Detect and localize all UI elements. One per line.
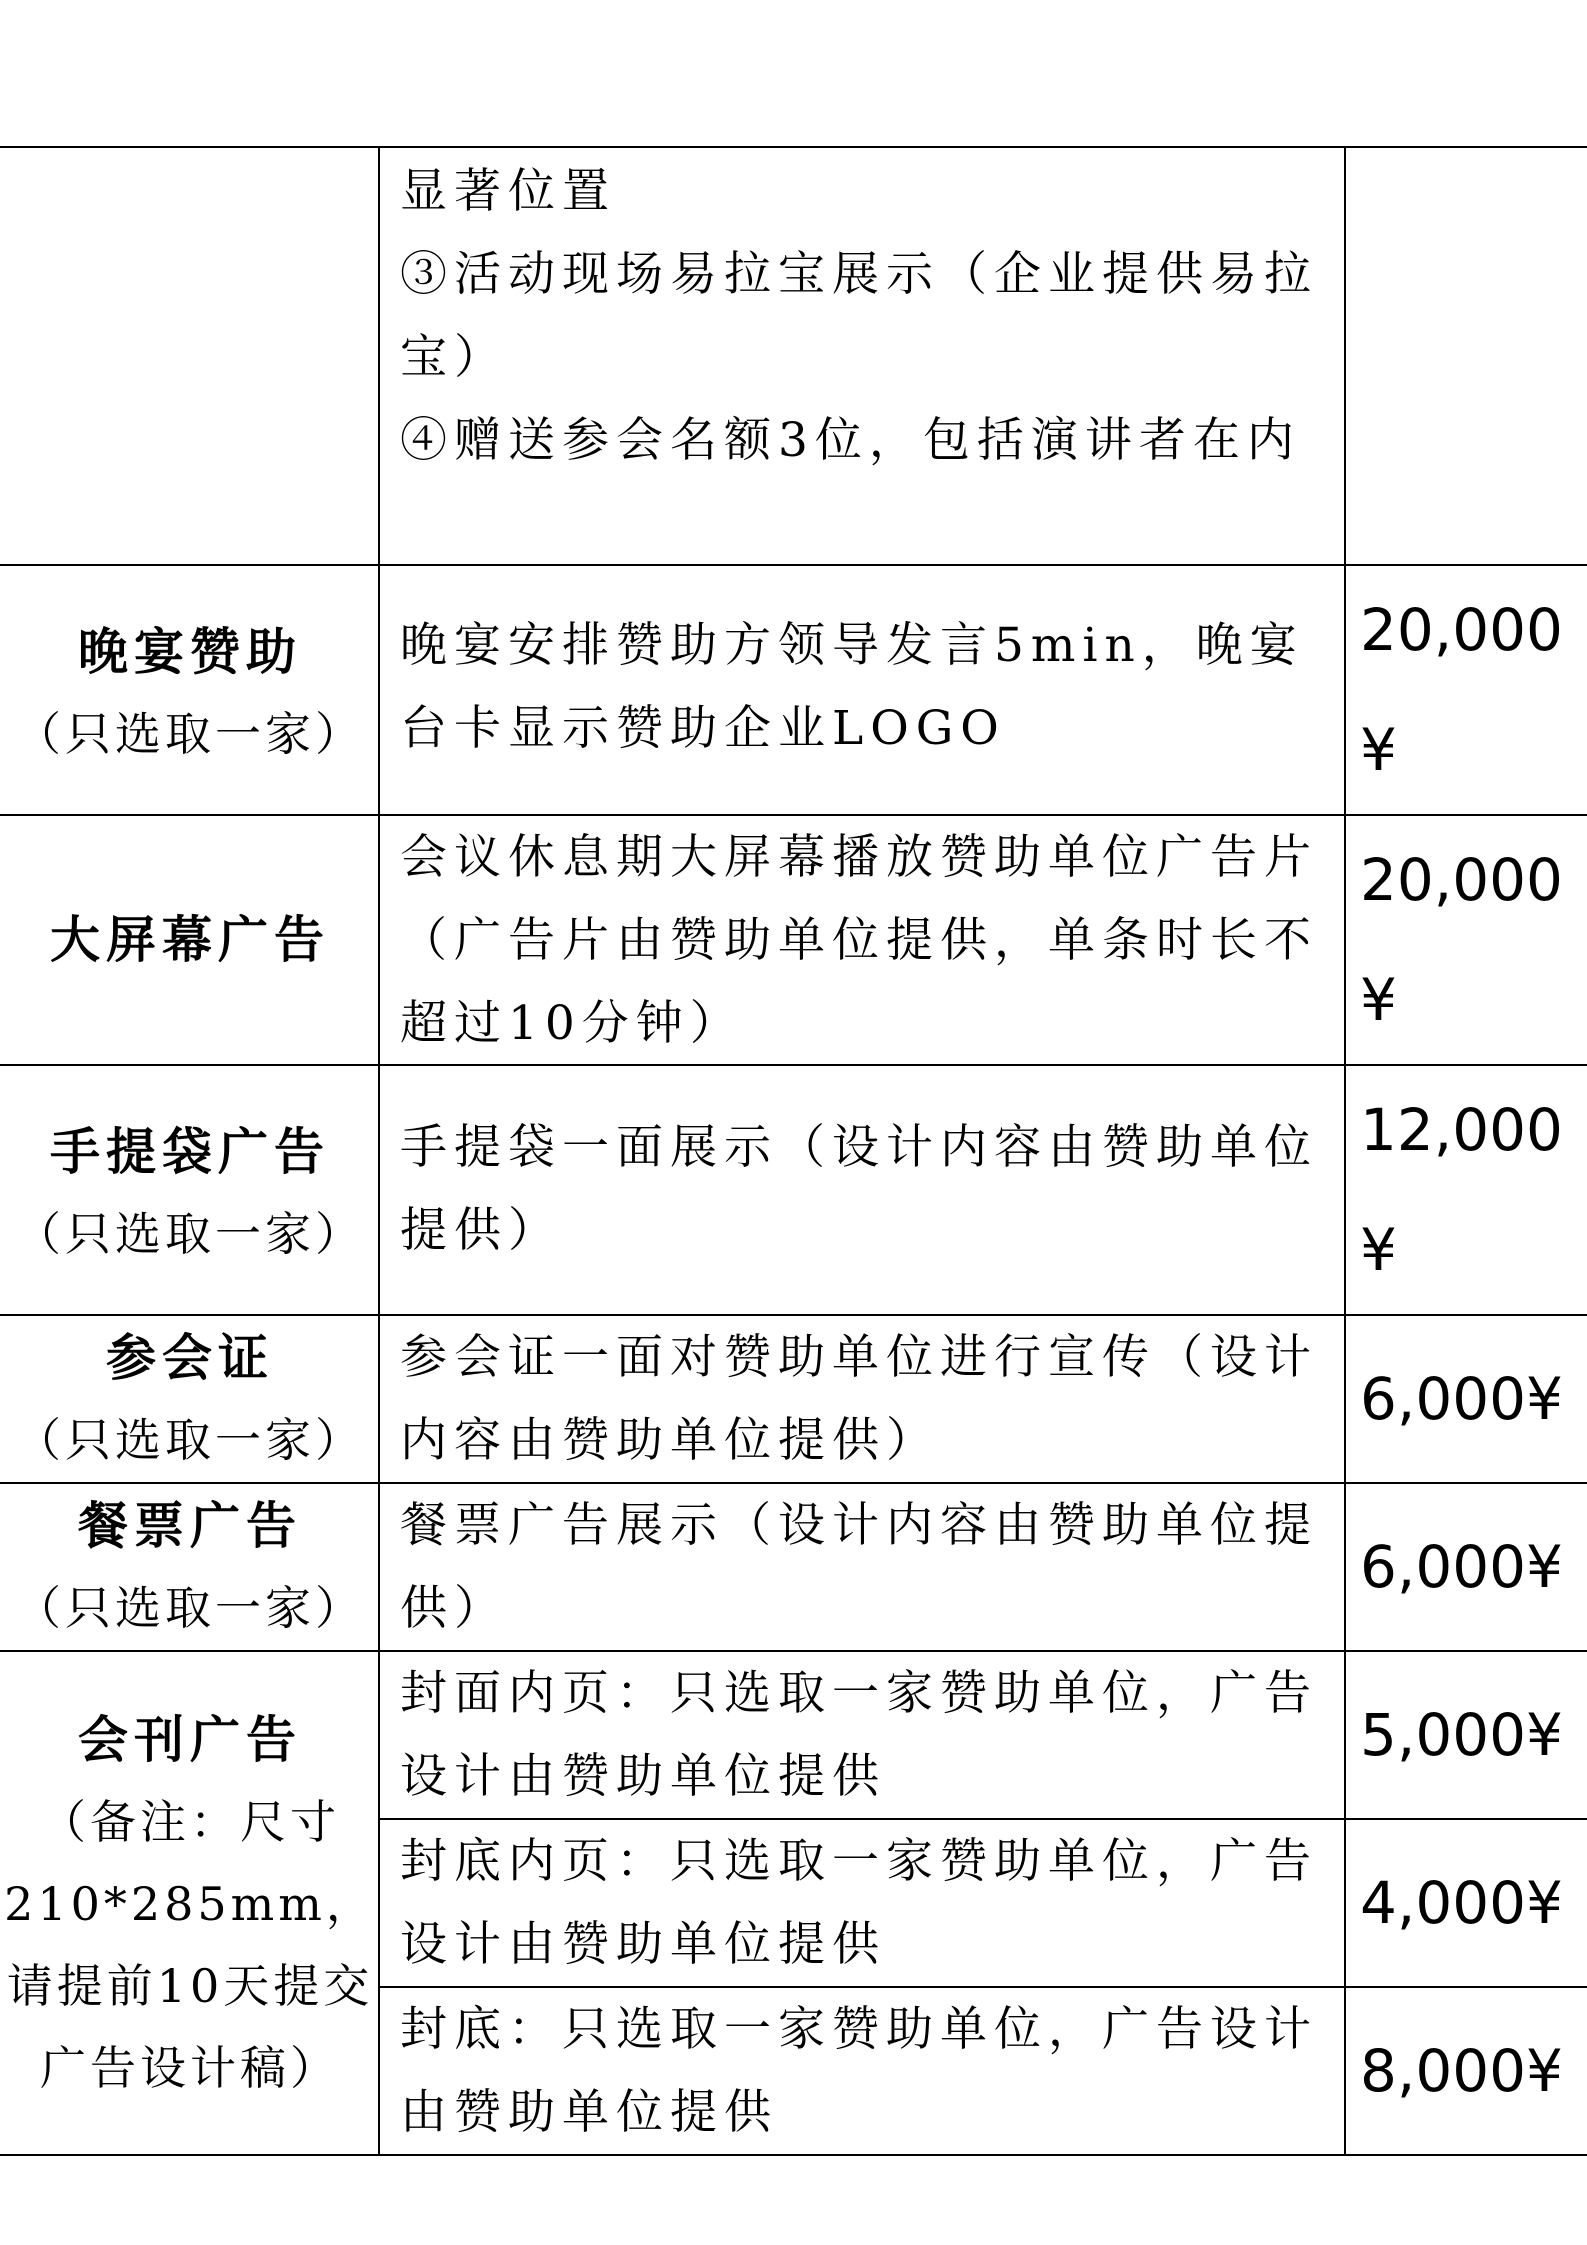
benefit-description: [380, 1988, 1346, 2154]
table-rule: [0, 1482, 1587, 1484]
benefit-description: [380, 1820, 1346, 1986]
table-rule: [0, 564, 1587, 566]
description-text: 参会证一面对赞助单位进行宣传（设计内容由赞助单位提供）: [400, 1330, 1318, 1468]
table-row: [0, 1066, 1587, 1314]
item-name-cell: [0, 1066, 380, 1314]
description-text: 手提袋一面展示（设计内容由赞助单位提供）: [400, 1120, 1318, 1258]
table-row: [0, 816, 1587, 1064]
price-value: 5,000¥: [1360, 1701, 1563, 1769]
description-text: 晚宴安排赞助方领导发言5min，晚宴台卡显示赞助企业LOGO: [400, 618, 1304, 756]
benefit-description: [380, 816, 1346, 1064]
item-note: （只选取一家）: [15, 707, 365, 761]
table-row: [0, 1484, 1587, 1650]
benefit-description: [380, 566, 1346, 814]
item-name-cell: [0, 816, 380, 1064]
table-rule: [0, 1314, 1587, 1316]
item-title: 参会证: [106, 1328, 274, 1387]
table-rule: [380, 1818, 1587, 1820]
description-text: 封底：只选取一家赞助单位，广告设计由赞助单位提供: [400, 2002, 1318, 2140]
price-cell: [1346, 1484, 1587, 1650]
item-title: 会刊广告: [78, 1710, 302, 1769]
table-row: [0, 146, 1587, 564]
item-title: 餐票广告: [78, 1496, 302, 1555]
table-rule: [0, 1650, 1587, 1652]
table-rule: [0, 814, 1587, 816]
price-value: 20,000 ¥: [1360, 596, 1563, 784]
price-value: 6,000¥: [1360, 1365, 1563, 1433]
item-title: 大屏幕广告: [50, 910, 330, 969]
column-rule: [378, 146, 380, 2156]
item-name-cell: [0, 1316, 380, 1482]
description-text: 显著位置 ③活动现场易拉宝展示（企业提供易拉宝） ④赠送参会名额3位，包括演讲者在内: [400, 164, 1318, 468]
price-value: 4,000¥: [1360, 1869, 1563, 1937]
price-cell: [1346, 1988, 1587, 2154]
price-value: 8,000¥: [1360, 2037, 1563, 2105]
item-name-cell: [0, 566, 380, 814]
price-cell: [1346, 1316, 1587, 1482]
price-cell: [1346, 1066, 1587, 1314]
benefit-description: [380, 146, 1346, 564]
description-text: 餐票广告展示（设计内容由赞助单位提供）: [400, 1498, 1318, 1636]
item-note: （只选取一家）: [15, 1581, 365, 1635]
item-note: （只选取一家）: [15, 1413, 365, 1467]
table-row: [0, 566, 1587, 814]
description-text: 封底内页：只选取一家赞助单位，广告设计由赞助单位提供: [400, 1834, 1318, 1972]
price-value: 20,000 ¥: [1360, 846, 1563, 1034]
item-title: 晚宴赞助: [78, 622, 302, 681]
item-note: （备注：尺寸210*285mm，请提前10天提交广告设计稿）: [4, 1795, 376, 2095]
column-rule: [1344, 146, 1346, 2156]
price-cell: [1346, 1820, 1587, 1986]
table-rule: [0, 2154, 1587, 2156]
benefit-description: [380, 1316, 1346, 1482]
benefit-description: [380, 1484, 1346, 1650]
item-title: 手提袋广告: [50, 1122, 330, 1181]
price-cell: [1346, 566, 1587, 814]
benefit-description: [380, 1652, 1346, 1818]
item-name-cell: [0, 1484, 380, 1650]
price-cell: [1346, 1652, 1587, 1818]
table-row: [0, 1316, 1587, 1482]
table-rule: [0, 146, 1587, 148]
table-rule: [380, 1986, 1587, 1988]
table-row: [0, 1652, 1587, 2156]
item-note: （只选取一家）: [15, 1207, 365, 1261]
price-cell: [1346, 816, 1587, 1064]
price-value: 12,000 ¥: [1360, 1096, 1563, 1284]
benefit-description: [380, 1066, 1346, 1314]
price-value: 6,000¥: [1360, 1533, 1563, 1601]
table-rule: [0, 1064, 1587, 1066]
item-name-cell: [0, 1652, 380, 2156]
description-text: 封面内页：只选取一家赞助单位，广告设计由赞助单位提供: [400, 1666, 1318, 1804]
description-text: 会议休息期大屏幕播放赞助单位广告片（广告片由赞助单位提供，单条时长不超过10分钟）: [400, 830, 1318, 1051]
